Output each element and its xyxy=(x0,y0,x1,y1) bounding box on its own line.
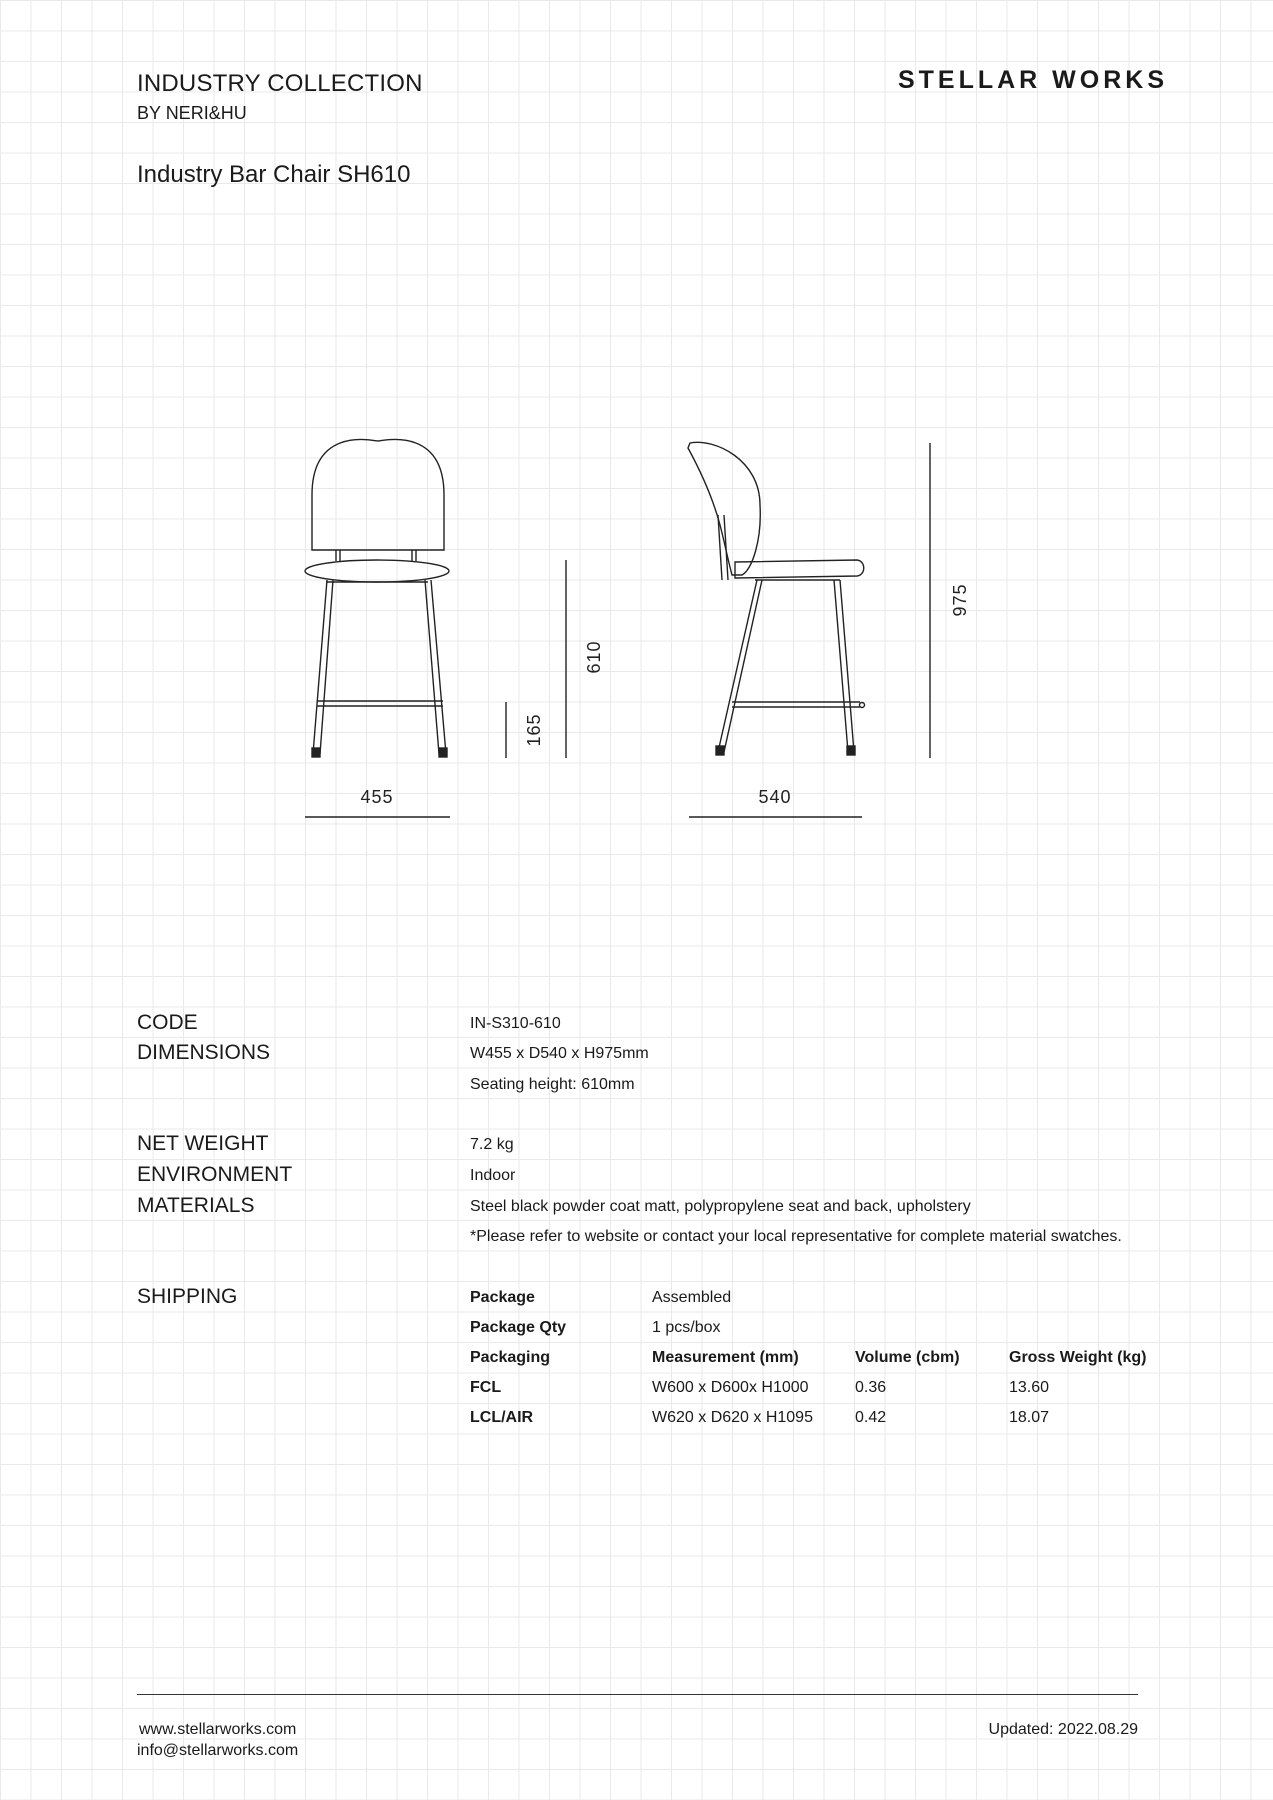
brand-logo: STELLAR WORKS xyxy=(897,66,1168,94)
dimensions-label: DIMENSIONS xyxy=(137,1041,271,1064)
net-weight-label: NET WEIGHT xyxy=(137,1132,269,1155)
width-dimension: 455 xyxy=(360,787,394,807)
overall-height-dimension: 975 xyxy=(950,583,970,617)
product-name: Industry Bar Chair SH610 xyxy=(137,161,411,188)
depth-dimension: 540 xyxy=(758,787,792,807)
website-link[interactable]: www.stellarworks.com xyxy=(139,1721,297,1738)
net-weight-value: 7.2 kg xyxy=(470,1136,514,1153)
lcl-air-gross-weight: 18.07 xyxy=(1009,1409,1050,1426)
package-qty-label: Package Qty xyxy=(470,1319,567,1336)
designer-credit: BY NERI&HU xyxy=(137,103,247,123)
dimensions-value: W455 x D540 x H975mm xyxy=(470,1045,649,1062)
shipping-header-measurement: Measurement (mm) xyxy=(652,1349,799,1366)
lcl-air-measurement: W620 x D620 x H1095 xyxy=(652,1409,813,1426)
lcl-air-volume: 0.42 xyxy=(855,1409,887,1426)
fcl-gross-weight: 13.60 xyxy=(1009,1379,1050,1396)
code-value: IN-S310-610 xyxy=(470,1015,561,1032)
email-link[interactable]: info@stellarworks.com xyxy=(137,1742,299,1759)
package-qty-value: 1 pcs/box xyxy=(652,1319,721,1336)
shipping-label: SHIPPING xyxy=(137,1285,238,1308)
collection-title: INDUSTRY COLLECTION xyxy=(137,70,423,97)
side-view-drawing xyxy=(688,442,865,755)
package-value: Assembled xyxy=(652,1289,732,1306)
lcl-air-packaging: LCL/AIR xyxy=(470,1409,534,1426)
environment-label: ENVIRONMENT xyxy=(137,1163,293,1186)
foot-height-dimension: 165 xyxy=(524,713,544,747)
shipping-header-gross-weight: Gross Weight (kg) xyxy=(1009,1349,1147,1366)
shipping-header-volume: Volume (cbm) xyxy=(855,1349,960,1366)
updated-date: Updated: 2022.08.29 xyxy=(988,1721,1138,1738)
package-label: Package xyxy=(470,1289,535,1306)
code-label: CODE xyxy=(137,1011,198,1034)
seating-height-value: Seating height: 610mm xyxy=(470,1076,635,1093)
materials-note: *Please refer to website or contact your local representative for complete material swatches. xyxy=(470,1228,1122,1245)
seat-height-dimension: 610 xyxy=(584,640,604,674)
materials-label: MATERIALS xyxy=(137,1194,255,1217)
environment-value: Indoor xyxy=(470,1167,516,1184)
footer-divider xyxy=(137,1694,1138,1695)
fcl-measurement: W600 x D600x H1000 xyxy=(652,1379,809,1396)
fcl-packaging: FCL xyxy=(470,1379,502,1396)
materials-value: Steel black powder coat matt, polypropylene seat and back, upholstery xyxy=(470,1198,971,1215)
front-view-drawing xyxy=(305,439,449,757)
fcl-volume: 0.36 xyxy=(855,1379,887,1396)
shipping-header-packaging: Packaging xyxy=(470,1349,551,1366)
